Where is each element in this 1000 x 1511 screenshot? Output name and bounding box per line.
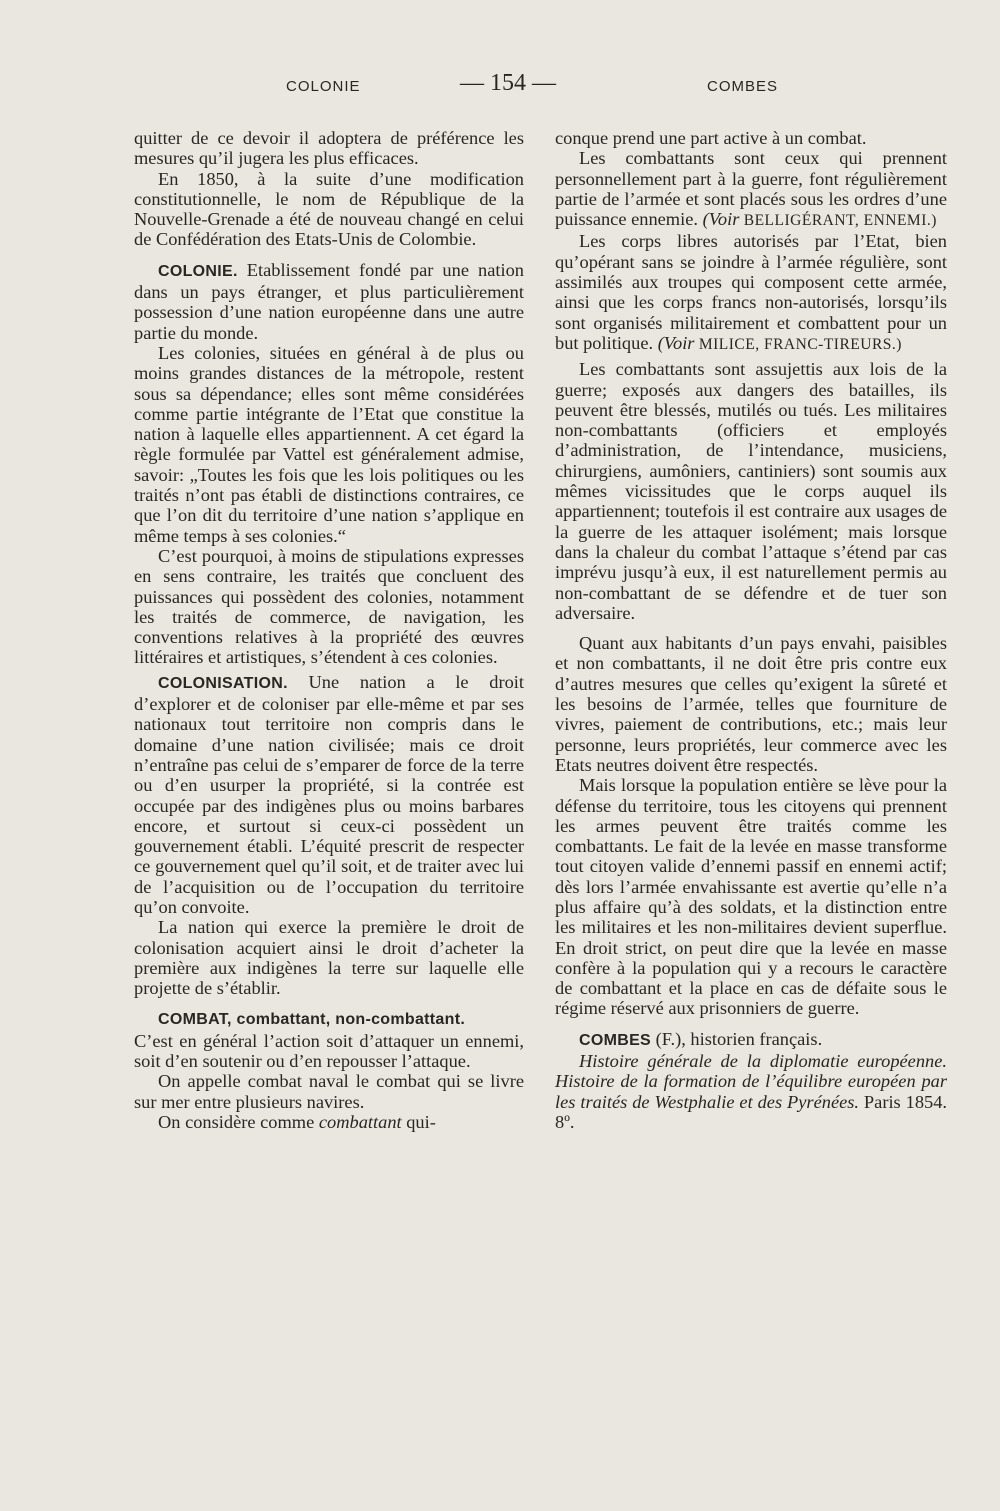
paragraph: La nation qui exerce la première le droit de colonisation acquiert ainsi le droit d’acheter la première aux indigènes la terre sur laquelle elle projette de s’établir. xyxy=(134,917,524,999)
paragraph xyxy=(555,231,947,355)
paragraph: C’est en général l’action soit d’attaquer un ennemi, soit d’en soutenir ou d’en repousser l’attaque. xyxy=(134,1030,524,1072)
cross-reference-label: (Voir xyxy=(702,209,740,230)
text-run: On considère comme xyxy=(158,1111,319,1132)
book-titles: Histoire générale de la diplomatie européenne. Histoire de la formation de l’équilibre européen par les traités de Westphalie et des Pyrénées. xyxy=(555,1051,947,1112)
cross-reference: MILICE, FRANC-TIREURS.) xyxy=(694,335,902,353)
bibliography xyxy=(555,1051,947,1132)
paragraph: Les combattants sont assujettis aux lois de la guerre; exposés aux dangers des batailles, ils peuvent être blessés, mutilés ou tués. Les militaires non-combattants (officiers et employés d’administration, de l’intendance, musiciens, chirurgiens, aumôniers, cantiniers) sont soumis aux mêmes vicissitudes que le corps auquel ils appartiennent; toutefois il est contraire aux usages de la guerre de les attaquer isolément; mais lorsque dans la chaleur du combat l’attaque s’étend par cas imprévu jusqu’à eux, il est naturellement permis au non-combattant de se défendre et de tuer son adversaire. xyxy=(555,359,947,623)
paragraph: conque prend une part active à un combat. xyxy=(555,128,867,148)
publication-info: Paris 1854. 8º. xyxy=(555,1091,948,1132)
paragraph: Mais lorsque la population entière se lève pour la défense du territoire, tous les citoyens qui prennent les armes peuvent être traités comme les combattants. Le fait de la levée en masse transforme tout citoyen valide d’ennemi passif en ennemi actif; dès lors l’armée envahissante est avertie qu’elle n’a plus affaire qu’à des soldats, et la distinction entre les militaires et les non-militaires devient superflue. En droit strict, on peut dire que la levée en masse confère à la population qui y a recours le caractère de combattant et la place en cas de défaite sous le régime réservé aux prisonniers de guerre. xyxy=(555,775,947,1019)
page-number: — 154 — xyxy=(460,70,556,96)
paragraph: Les colonies, situées en général à de plus ou moins grandes distances de la métropole, restent sous sa dépendance; elles sont même considérées comme partie intégrante de l’Etat que constitue la nation à laquelle elles appartiennent. A cet égard la règle formulée par Vattel est généralement admise, savoir: „Toutes les fois que les lois politiques ou les traités n’ont pas établi de distinctions contraires, ce que l’on dit du territoire d’une nation s’applique en même temps à ses colonies.“ xyxy=(134,342,524,546)
cross-reference: BELLIGÉRANT, ENNEMI.) xyxy=(739,212,937,230)
paragraph: On appelle combat naval le combat qui se livre sur mer entre plusieurs navires. xyxy=(134,1071,524,1112)
cross-reference-label: (Voir xyxy=(657,332,695,353)
text-run: Les combattants sont ceux qui prennent personnellement part à la guerre, font régulièrement partie de l’armée et sont placés sous les ordres d’une puissance ennemie. xyxy=(555,148,947,230)
entry-text: (F.), historien français. xyxy=(651,1028,823,1049)
italic-term: combattant xyxy=(318,1111,402,1132)
left-column xyxy=(134,128,524,1132)
text-run: qui- xyxy=(401,1111,436,1132)
text-run: Les corps libres autorisés par l’Etat, bien qu’opérant sans se joindre à l’armée régulière, sont assimilés aux troupes qui composent cette armée, ainsi que les corps francs non-autorisés, lorsqu’ils sont organisés militairement et combattent pour un but politique. xyxy=(555,231,947,353)
entry-colonie xyxy=(134,260,524,343)
entry-heading: COMBES xyxy=(579,1031,652,1049)
paragraph xyxy=(555,148,947,231)
page-header xyxy=(0,70,1000,100)
paragraph: C’est pourquoi, à moins de stipulations expresses en sens contraire, les traités que concluent des puissances qui possèdent des colonies, notamment les traités de commerce, de navigation, les conventions relatives à la propriété des œuvres littéraires et artistiques, s’étendent à ces colonies. xyxy=(134,545,524,668)
entry-text: Une nation a le droit d’explorer et de coloniser par elle-même et par ses nationaux tout territoire non compris dans le domaine d’une nation civilisée; mais ce droit n’entraîne pas celui de s’emparer de force de la terre ou d’en usurper la propriété, si la contrée est occupée par des indigènes plus ou moins barbares encore, et surtout si ceux-ci possèdent un gouvernement établi. L’équité prescrit de respecter ce gouvernement quel qu’il soit, et de traiter avec lui de l’acquisition ou de l’occupation du territoire qu’on convoite. xyxy=(134,671,524,917)
entry-text: Etablissement fondé par une nation dans un pays étranger, et plus particulièrement possession d’une nation européenne dans une autre partie du monde. xyxy=(134,259,524,343)
entry-colonisation xyxy=(134,672,524,918)
entry-heading: COMBAT, combattant, non-combattant. xyxy=(158,1011,466,1029)
paragraph: En 1850, à la suite d’une modification constitutionnelle, le nom de République de la Nouvelle-Grenade a été de nouveau changé en celui de Confédération des Etats-Unis de Colombie. xyxy=(134,168,524,250)
paragraph xyxy=(134,1112,524,1132)
entry-combat xyxy=(134,1008,524,1030)
paragraph: Quant aux habitants d’un pays envahi, paisibles et non combattants, il ne doit être pris contre eux d’autres mesures que celles qu’exigent la sûreté et les besoins de l’armée, telles que fourniture de vivres, paiement de contributions, etc.; mais leur personne, leurs propriétés, leur commerce avec les Etats neutres doivent être respectés. xyxy=(555,633,947,775)
entry-combes xyxy=(555,1029,947,1051)
running-head-left: COLONIE xyxy=(286,78,361,95)
right-column xyxy=(555,128,947,1132)
entry-heading: COLONIE. xyxy=(158,262,238,280)
running-head-right: COMBES xyxy=(707,78,779,95)
paragraph: quitter de ce devoir il adoptera de préférence les mesures qu’il jugera les plus efficaces. xyxy=(134,128,524,169)
entry-heading: COLONISATION. xyxy=(158,674,288,692)
